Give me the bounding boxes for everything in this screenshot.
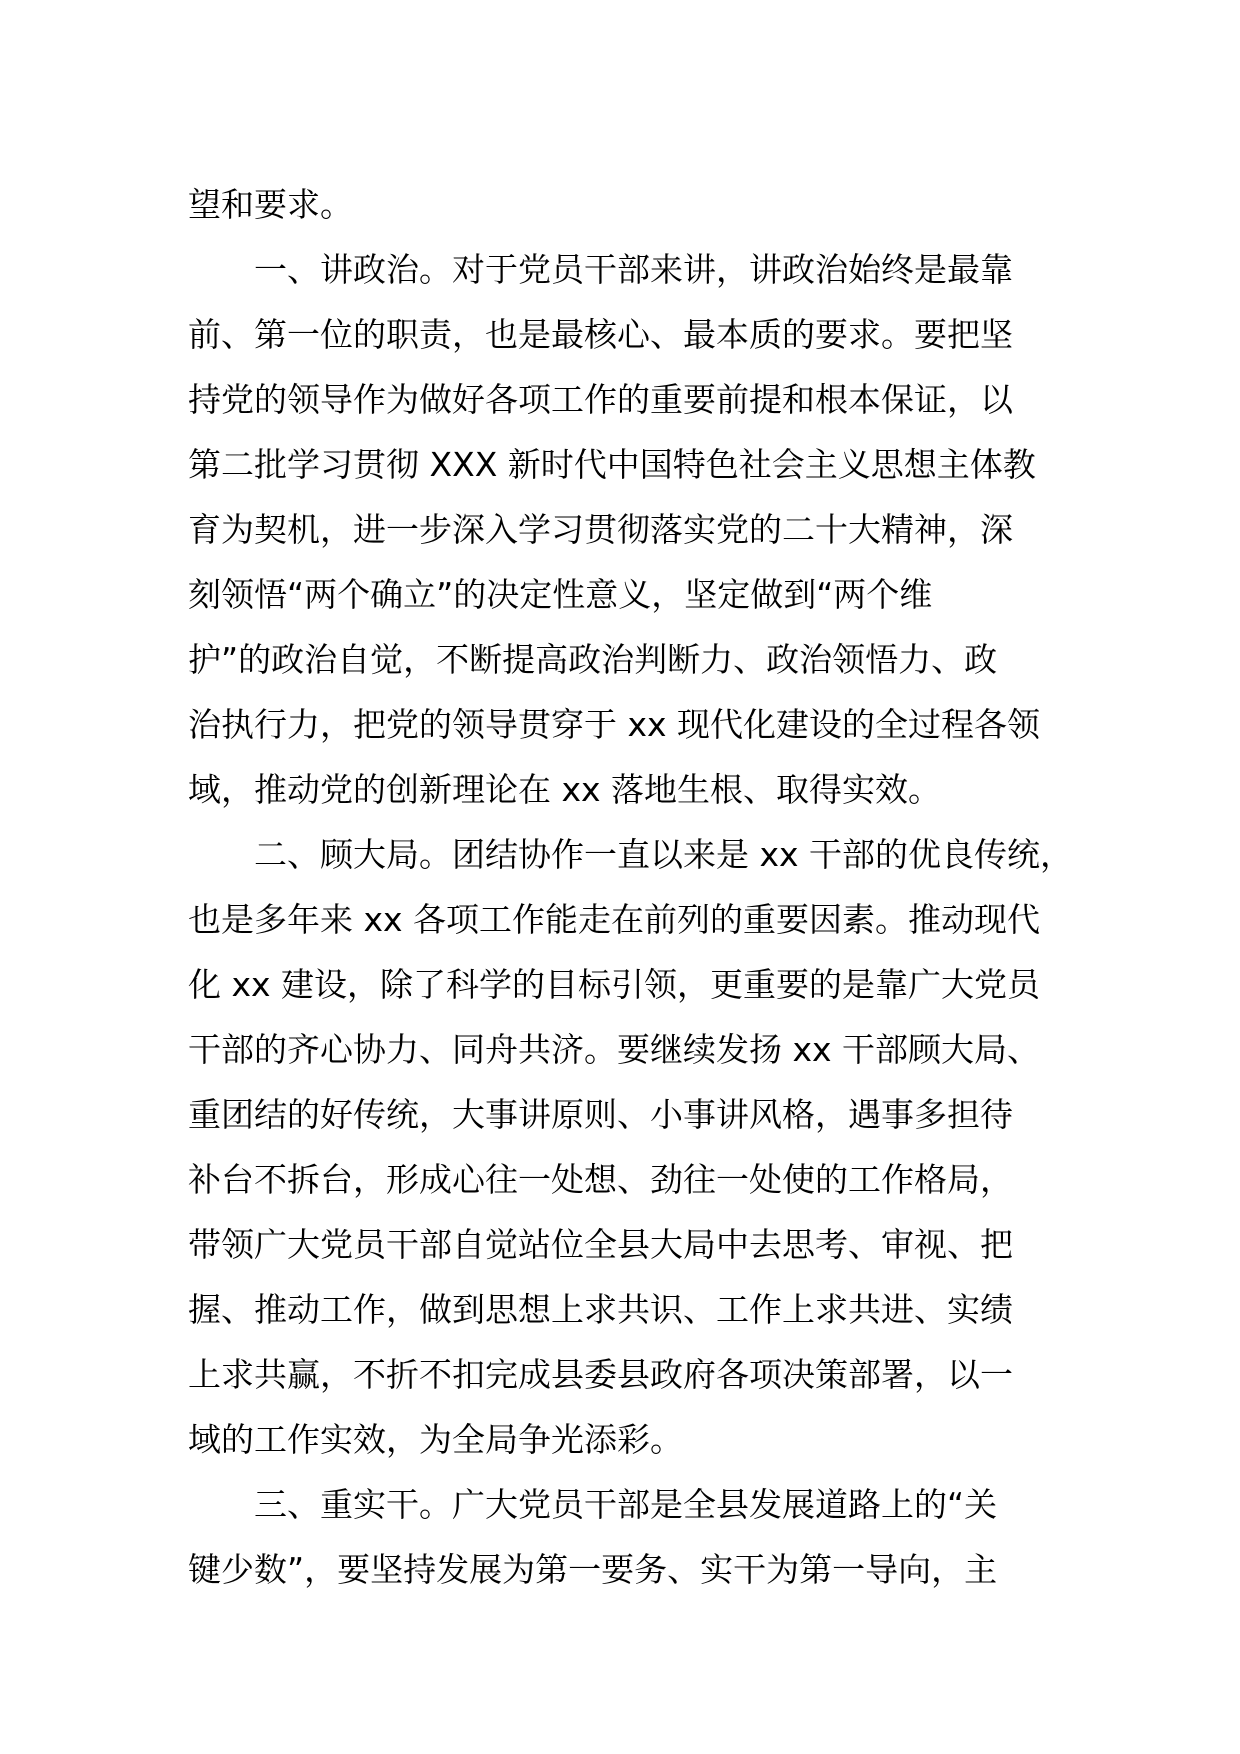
text-line: 化 xx 建设，除了科学的目标引领，更重要的是靠广大党员 (188, 965, 1041, 1004)
text-line: 治执行力，把党的领导贯穿于 xx 现代化建设的全过程各领 (188, 705, 1041, 744)
text-line: 持党的领导作为做好各项工作的重要前提和根本保证，以 (188, 380, 1013, 419)
text-line: 也是多年来 xx 各项工作能走在前列的重要因素。推动现代 (188, 900, 1041, 939)
text-line: 第二批学习贯彻 XXX 新时代中国特色社会主义思想主体教 (188, 445, 1036, 484)
text-line: 键少数”，要坚持发展为第一要务、实干为第一导向，主 (188, 1550, 998, 1589)
text-line: 望和要求。 (188, 185, 353, 224)
text-line: 干部的齐心协力、同舟共济。要继续发扬 xx 干部顾大局、 (188, 1030, 1041, 1069)
text-line: 前、第一位的职责，也是最核心、最本质的要求。要把坚 (188, 315, 1013, 354)
text-line: 重团结的好传统，大事讲原则、小事讲风格，遇事多担待 (188, 1095, 1013, 1134)
document-body (188, 172, 1074, 1602)
text-line: 护”的政治自觉，不断提高政治判断力、政治领悟力、政 (188, 640, 998, 679)
text-line: 域的工作实效，为全局争光添彩。 (188, 1420, 683, 1459)
text-line: 握、推动工作，做到思想上求共识、工作上求共进、实绩 (188, 1290, 1013, 1329)
text-line: 二、顾大局。团结协作一直以来是 xx 干部的优良传统， (188, 835, 1074, 874)
text-line: 一、讲政治。对于党员干部来讲，讲政治始终是最靠 (188, 250, 1013, 289)
text-line: 域，推动党的创新理论在 xx 落地生根、取得实效。 (188, 770, 942, 809)
text-line: 带领广大党员干部自觉站位全县大局中去思考、审视、把 (188, 1225, 1013, 1264)
text-line: 上求共赢，不折不扣完成县委县政府各项决策部署，以一 (188, 1355, 1013, 1394)
text-line: 刻领悟“两个确立”的决定性意义，坚定做到“两个维 (188, 575, 933, 614)
text-line: 育为契机，进一步深入学习贯彻落实党的二十大精神，深 (188, 510, 1013, 549)
text-line: 三、重实干。广大党员干部是全县发展道路上的“关 (188, 1485, 998, 1524)
text-line: 补台不拆台，形成心往一处想、劲往一处使的工作格局， (188, 1160, 1013, 1199)
